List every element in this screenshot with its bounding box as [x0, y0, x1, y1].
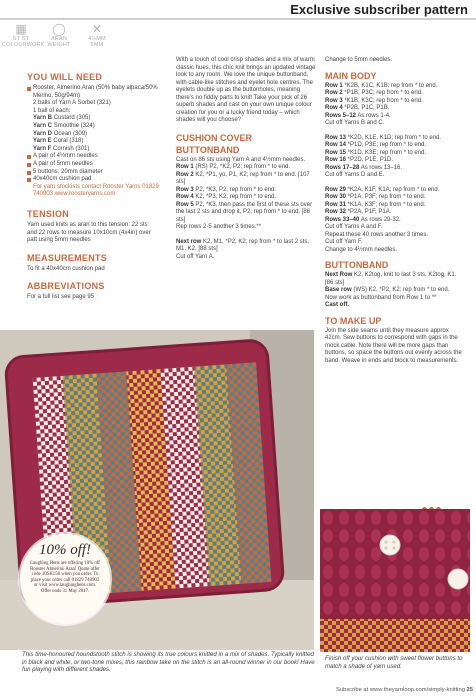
instruction-line: Cut off Yarn F. [325, 239, 363, 245]
left-column [27, 72, 159, 302]
instruction-line: Row 29 *K2A, K1F, K1A; rep from * to end. [325, 186, 440, 193]
instruction-line: Row 3 *K1B, K3C; rep from * to end. [325, 97, 423, 104]
pattern-info-icons [2, 22, 128, 50]
middle-column [176, 57, 317, 261]
instruction-line: Row 15 *K1D, K3E; rep from * to end. [325, 149, 427, 156]
instruction-line: Row 32 *P2A, P1F, P1A. [325, 209, 392, 215]
instruction-line: Change to 4½mm needles. [325, 246, 398, 253]
main-body-instructions [325, 83, 466, 255]
instruction-line: Cut off Yarns B and C. [325, 120, 385, 126]
instruction-line: Row 2 K2, *P1, yo, P1, K2; rep from * to end. [107 sts] [176, 171, 310, 185]
instruction-line: Rows 5–12 As rows 1-4. [325, 112, 391, 119]
list-item: A pair of 4½mm needles [27, 153, 159, 161]
instruction-line: Cast off. [325, 302, 349, 308]
buttonband-heading: BUTTONBAND [325, 260, 389, 270]
main-photo-caption: This time-honoured houndstooth stitch is showing its true colours knitted in a mix of shades. Typically knitted in black and white, or two-tone mixes, this rainbow take on the stitch is an all-round winner in our book! Have fun playing with different shades. [22, 651, 315, 673]
instruction-line: Row 1 *K2B, K1C, K1B; rep from * to end. [325, 82, 438, 89]
instruction-line: Cut off Yarns D and E. [325, 172, 385, 178]
yarn-item: Yarn F Cornish (301) [33, 145, 90, 152]
main-body-heading: MAIN BODY [325, 70, 377, 81]
buttonband-closeup [320, 509, 470, 652]
list-item: A pair of 5mm needles [27, 161, 159, 169]
offer-text: Laughing Hens are offering 10% off Rooster Almerino Aran! Quote offer code 10SK158 when you order. To place your order call 01829 740903 or visit www.laughinghens.com. Offer ends 31 May 2017. [30, 561, 100, 594]
subscribe-link[interactable]: Subscribe at www.theyarnloop.com/simply-knitting [336, 687, 465, 693]
page-footer [283, 686, 473, 694]
instruction-line [176, 232, 317, 239]
yarn-item: Yarn E Coral (318) [33, 138, 84, 145]
instruction-line: Row 31 *K1A, K3F; rep from * to end. [325, 201, 426, 208]
intro-paragraph: With a touch of cool crisp shades and a mix of warm classic hues, this chic knit brings an updated vintage look to any room. We love the unique buttonband, with cable-like stitches and eyelet hole centres. The eyelets double up as the buttonholes, meaning there's no fiddly parts to knit! Take your pick of 26 superb shades and cast on your own unique colour creation for you or a lucky friend today – which shades will you choose? [176, 57, 316, 123]
instruction-line: Row 1 (RS) P2, *K2, P2; rep from * to end. [176, 164, 291, 170]
abbreviations-text: For a full list see page 95 [27, 294, 95, 301]
instruction-line: Rep rows 2-5 another 3 times.** [176, 224, 262, 230]
instruction-line: Next row K2, M1, *P2, K2; rep from * to last 2 sts, M1, K2. [88 sts] [176, 238, 310, 252]
you-will-need-heading: YOU WILL NEED [27, 72, 103, 82]
measurements-heading: MEASUREMENTS [27, 252, 108, 263]
make-up-text: Join the side seams until they measure approx 42cm. Sew buttons to correspond with gaps in the mock cable. Note there will be more gaps than buttons, so space the buttons out evenly across the band. Weave in ends and block to measurements. [325, 327, 462, 364]
button-detail-photo [320, 509, 470, 652]
instruction-line: Row 3 P2, *K3, P2; rep from * to end. [176, 186, 277, 193]
right-column [325, 57, 466, 365]
instruction-line: Row 16 *P2D, P1E, P1D. [325, 157, 394, 163]
instruction-line [325, 128, 466, 135]
instruction-line: Row 30 *P1A, P3F; rep from * to end. [325, 194, 426, 200]
instruction-line: Repeat these 40 rows another 3 times. [325, 231, 429, 238]
cushion-cover-instructions [176, 157, 317, 262]
header-bar [0, 0, 476, 18]
needles-icon: ✕ 4½MM 5MM [88, 22, 106, 48]
instruction-line: Cut off Yarns A and F. [325, 224, 383, 230]
list-item: 5 buttons, 20mm diameter [27, 169, 159, 177]
buttonband-instructions [325, 272, 466, 310]
instruction-line: Rows 17–28 As rows 13–16. [325, 164, 403, 171]
list-item: Rooster, Almerino Aran (50% baby alpaca/50% Merino, 50g/94m) [27, 85, 159, 100]
instruction-line: Now work as buttonband from Row 1 to ** [325, 294, 437, 301]
discount-offer-badge [20, 534, 110, 624]
list-item: 1 ball of each: [33, 107, 71, 114]
stitch-icon: ▦ ST ST COLOURWORK [2, 22, 45, 48]
tension-text: Yarn used knits as aran to this tension: 22 sts and 22 rows to measure 10x10cm (4x4in) over patt using 5mm needles [27, 221, 151, 244]
yarn-item: Yarn D Ocean (309) [33, 130, 88, 137]
make-up-heading: TO MAKE UP [325, 315, 382, 326]
instruction-line [325, 180, 466, 187]
instruction-line: Row 4 *P2B, P1C, P1B. [325, 105, 390, 111]
page-number: 25 [466, 687, 473, 693]
buttonband-subheading: BUTTONBAND [176, 144, 240, 155]
abbreviations-heading: ABBREVIATIONS [27, 281, 105, 292]
offer-headline: 10% off! [38, 542, 92, 558]
tension-heading: TENSION [27, 208, 70, 219]
weight-icon: ◯ ARAN WEIGHT [47, 22, 71, 48]
yarn-item: Yarn C Smoothie (324) [33, 122, 95, 129]
list-item: 40x40cm cushion pad [27, 176, 159, 184]
instruction-line: Rows 33–40 As rows 29-32. [325, 216, 401, 223]
detail-photo-caption: Finish off your cushion with sweet flower buttons to match a shade of yarn used. [325, 655, 463, 670]
page-title: Exclusive subscriber pattern [290, 2, 468, 17]
instruction-line: Row 14 *P1D, P3E; rep from * to end. [325, 142, 427, 148]
instruction-line: Base row (WS) K2, *P2, K2; rep from * to end. [325, 287, 450, 293]
instruction-line: Cast on 86 sts using Yarn A and 4½mm needles. [176, 156, 306, 163]
instruction-line: Row 5 P2, *K3, then pass the first of these sts over the last 2 sts and drop it, P2; rep from * to end. [86 sts] [176, 201, 313, 223]
list-item: 2 balls of Yarn A Sorbet (321) [33, 100, 111, 107]
stockists-note: For yarn stockists contact Rooster Yarns 01829 740903 www.roosteryarns.com [33, 183, 159, 198]
instruction-line: Next Row K2, K2tog, knit to last 3 sts, K2tog, K1. [86 sts] [325, 272, 457, 286]
cushion-cover-heading: CUSHION COVER [176, 132, 253, 143]
measurements-text: To fit a 40x40cm cushion pad [27, 265, 105, 272]
instruction-line: Row 2 *P1B, P3C; rep from * to end. [325, 90, 423, 96]
yarn-item: Yarn B Custard (305) [33, 115, 91, 122]
instruction-line: Row 13 *K2D, K1E, K1D; rep from * to end. [325, 134, 442, 141]
instruction-line: Cut off Yarn A. [176, 253, 215, 260]
header-divider [0, 18, 476, 20]
instruction-line: Row 4 K2, *P3, K2; rep from * to end. [176, 194, 277, 200]
materials-list [27, 85, 159, 199]
change-needles-note: Change to 5mm needles. [325, 57, 393, 63]
end-marker-dots [422, 499, 444, 505]
